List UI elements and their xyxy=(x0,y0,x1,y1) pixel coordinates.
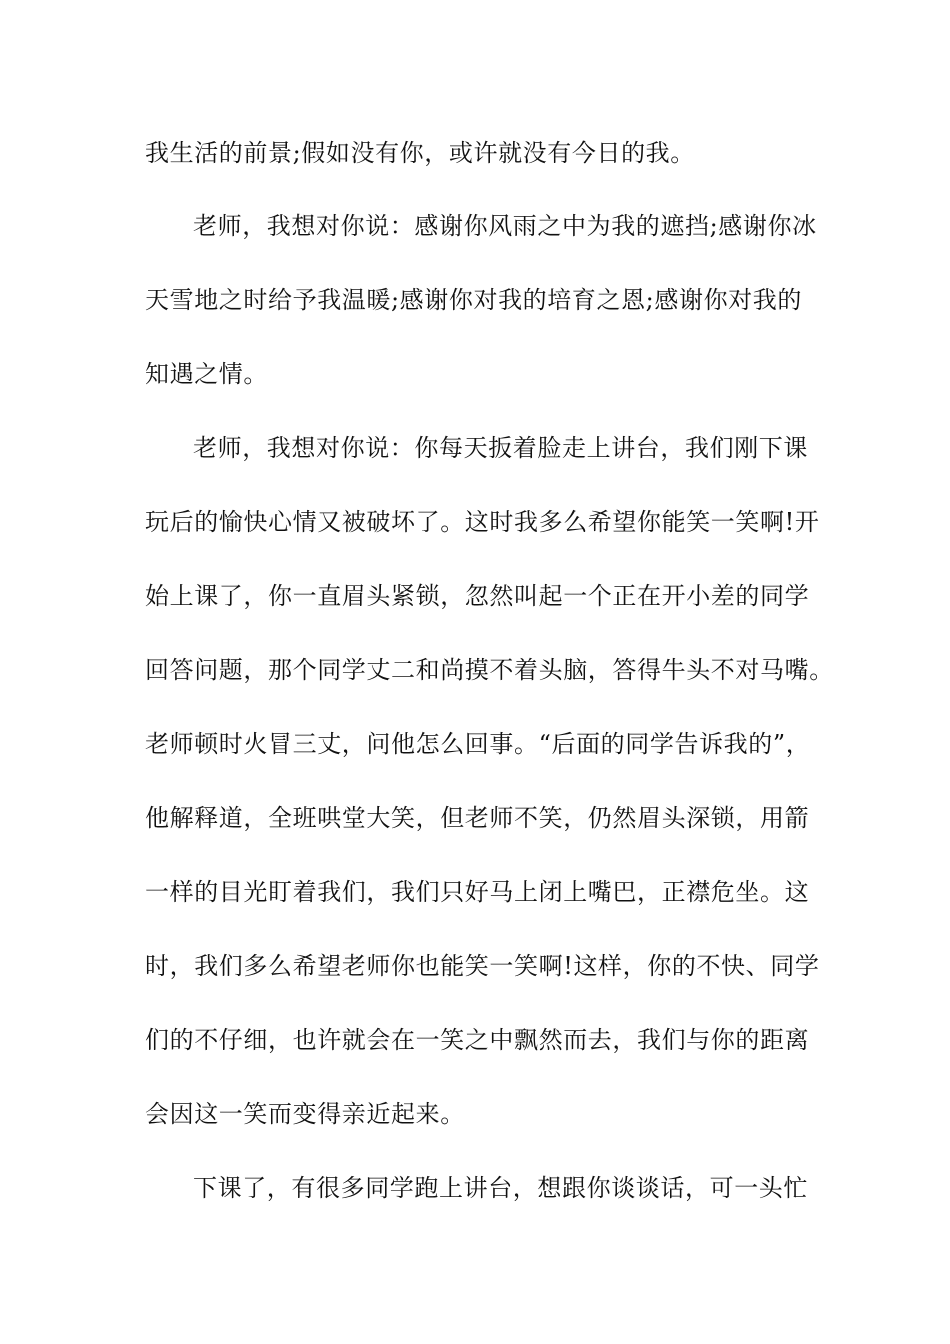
paragraph-start-line-2: 老师，我想对你说：感谢你风雨之中为我的遮挡;感谢你冰 xyxy=(193,212,817,240)
text-line-1: 我生活的前景;假如没有你，或许就没有今日的我。 xyxy=(145,139,695,167)
paragraph-start-line-15: 下课了，有很多同学跑上讲台，想跟你谈谈话，可一头忙 xyxy=(193,1174,808,1202)
paragraph-start-line-5: 老师，我想对你说：你每天扳着脸走上讲台，我们刚下课 xyxy=(193,434,808,462)
text-line-3: 天雪地之时给予我温暖;感谢你对我的培育之恩;感谢你对我的 xyxy=(145,286,802,314)
text-line-4: 知遇之情。 xyxy=(145,360,268,388)
text-line-13: 们的不仔细，也许就会在一笑之中飘然而去，我们与你的距离 xyxy=(145,1026,810,1054)
text-line-7: 始上课了，你一直眉头紧锁，忽然叫起一个正在开小差的同学 xyxy=(145,582,810,610)
text-line-14: 会因这一笑而变得亲近起来。 xyxy=(145,1100,465,1128)
text-line-9: 老师顿时火冒三丈，问他怎么回事。“后面的同学告诉我的”， xyxy=(145,730,811,758)
text-line-10: 他解释道，全班哄堂大笑，但老师不笑，仍然眉头深锁，用箭 xyxy=(145,804,810,832)
text-line-8: 回答问题，那个同学丈二和尚摸不着头脑，答得牛头不对马嘴。 xyxy=(145,656,834,684)
text-line-12: 时，我们多么希望老师你也能笑一笑啊!这样，你的不快、同学 xyxy=(145,952,820,980)
text-line-11: 一样的目光盯着我们，我们只好马上闭上嘴巴，正襟危坐。这 xyxy=(145,878,810,906)
text-line-6: 玩后的愉快心情又被破坏了。这时我多么希望你能笑一笑啊!开 xyxy=(145,508,820,536)
